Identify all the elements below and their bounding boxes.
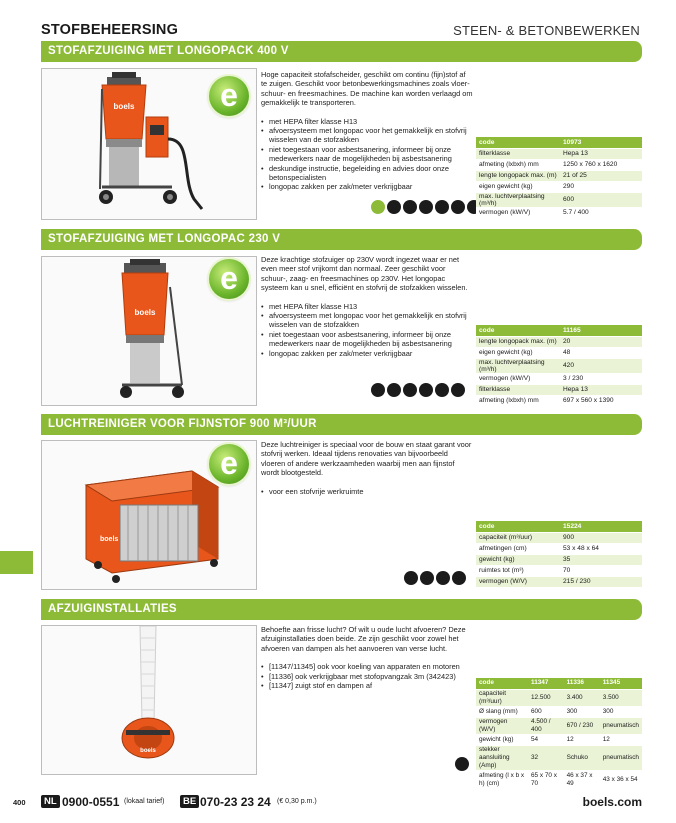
eco-badge-2: e (209, 259, 249, 299)
table-row: Ø slang (mm) 600 300 300 (476, 706, 642, 717)
table-row: code 15224 (476, 521, 642, 532)
feature-list-3 (261, 487, 473, 496)
table-row: eigen gewicht (kg) 48 (476, 347, 642, 358)
machine-brand-1: boels (113, 102, 135, 111)
safety-icon (371, 383, 385, 397)
feature-item: • [11347] zuigt stof en dampen af (261, 681, 473, 690)
table-row: max. luchtverplaatsing (m³/h) 420 (476, 358, 642, 373)
feature-item: • [11336] ook verkrijgbaar met stofopvangzak 3m (342423) (261, 672, 473, 681)
page-footer (0, 790, 676, 814)
feature-item: • longopac zakken per zak/meter verkrijgbaar (261, 182, 473, 191)
ear-protection-icon (419, 383, 433, 397)
machine-brand-4: boels (140, 748, 156, 754)
table-row: lengte longopack max. (m) 20 (476, 336, 642, 347)
nl-phone[interactable]: 0900-0551 (62, 795, 120, 809)
section-bar-1 (41, 41, 642, 62)
table-row: stekker aansluiting (Amp) 32 Schuko pneumatisch (476, 745, 642, 770)
be-phone[interactable]: 070-23 23 24 (200, 795, 271, 809)
usage-icons-1 (371, 200, 481, 214)
goggles-icon (435, 383, 449, 397)
eco-badge-1: e (209, 76, 249, 116)
gloves-icon (403, 200, 417, 214)
gloves-icon (420, 571, 434, 585)
table-row: vermogen (kW/V) 5.7 / 400 (476, 207, 642, 218)
machine-brand-2: boels (134, 308, 156, 317)
page-category: STOFBEHEERSING (41, 22, 179, 38)
safety-icon (404, 571, 418, 585)
page-section: STEEN- & BETONBEWERKEN (453, 23, 640, 38)
table-row: afmeting (lxbxh) mm 1250 x 760 x 1620 (476, 159, 642, 170)
table-row: vermogen (W/V) 4.500 / 400 670 / 230 pneumatisch (476, 717, 642, 734)
description-text-1: Hoge capaciteit stofafscheider, geschikt om continu (fijn)stof af te zuigen. Geschikt voor betonbewerkingsmachines zoals vloer-schuur- en freesmachines. De machine kan worden verlaagd om gemakkelijk te transporteren. (261, 70, 473, 108)
spec-table-3 (476, 521, 642, 588)
section-bar-3 (41, 414, 642, 435)
feature-item: • voor een stofvrije werkruimte (261, 487, 473, 496)
extraction-fan-image (42, 626, 257, 775)
gloves-icon (387, 383, 401, 397)
section-title-2: STOFAFZUIGING MET LONGOPAC 230 V (48, 233, 281, 245)
table-row: ruimtes tot (m³) 70 (476, 565, 642, 576)
be-flag: BE (180, 795, 199, 808)
website-link[interactable]: boels.com (582, 795, 642, 809)
usage-icons-4 (455, 757, 469, 771)
table-row: vermogen (kW/V) 3 / 230 (476, 373, 642, 384)
usage-icons-2 (371, 383, 465, 397)
table-row: gewicht (kg) 54 12 12 (476, 734, 642, 745)
table-row: gewicht (kg) 35 (476, 554, 642, 565)
table-row: afmeting (l x b x h) (cm) 65 x 70 x 70 46 x 37 x 49 43 x 36 x 54 (476, 770, 642, 790)
machine-brand-3: boels (100, 536, 119, 543)
eco-badge-3: e (209, 444, 249, 484)
feature-item: • niet toegestaan voor asbestsanering, informeer bij onze medewerkers naar de mogelijkheden bij asbestsanering (261, 145, 473, 164)
table-row: max. luchtverplaatsing (m³/h) 600 (476, 192, 642, 207)
feature-item: • afvoersysteem met longopac voor het gemakkelijk en stofvrij wisselen van de stofzakken (261, 126, 473, 145)
feature-list-2 (261, 302, 473, 358)
section-title-1: STOFAFZUIGING MET LONGOPACK 400 V (48, 45, 289, 57)
feature-item: • niet toegestaan voor asbestsanering, informeer bij onze medewerkers naar de mogelijkheden bij asbestsanering (261, 330, 473, 349)
table-row: code 11347 11336 11345 (476, 678, 642, 689)
product-description-1 (261, 70, 473, 192)
table-row: capaciteit (m³/uur) 12.500 3.400 3.500 (476, 689, 642, 706)
page-header (41, 20, 642, 40)
side-tab (0, 551, 33, 574)
safety-icon (455, 757, 469, 771)
section-bar-4 (41, 599, 642, 620)
spec-table-1 (476, 137, 642, 219)
spec-table-2 (476, 325, 642, 407)
ear-protection-icon (435, 200, 449, 214)
feature-item: • longopac zakken per zak/meter verkrijgbaar (261, 349, 473, 358)
table-row: eigen gewicht (kg) 290 (476, 181, 642, 192)
table-row: filterklasse Hepa 13 (476, 148, 642, 159)
product-description-3 (261, 440, 473, 496)
feature-list-1 (261, 117, 473, 192)
eco-icon (371, 200, 385, 214)
power-icon (436, 571, 450, 585)
power-icon (403, 383, 417, 397)
power-icon (419, 200, 433, 214)
ear-protection-icon (452, 571, 466, 585)
mask-icon (451, 383, 465, 397)
description-text-4: Behoefte aan frisse lucht? Of wilt u oude lucht afvoeren? Deze afzuiginstallaties doen beide. Ze zijn geschikt voor zowel het afvoeren van dampen als het aanvoeren van verse lucht. (261, 625, 466, 653)
table-row: vermogen (W/V) 215 / 230 (476, 576, 642, 587)
goggles-icon (451, 200, 465, 214)
nl-flag: NL (41, 795, 60, 808)
safety-icon (387, 200, 401, 214)
section-bar-2 (41, 229, 642, 250)
product-description-2 (261, 255, 473, 358)
section-title-4: AFZUIGINSTALLATIES (48, 603, 177, 615)
table-row: code 11165 (476, 325, 642, 336)
be-note: (€ 0,30 p.m.) (277, 798, 317, 805)
product-description-4 (261, 625, 473, 690)
page-number: 400 (13, 798, 26, 807)
table-row: lengte longopack max. (m) 21 of 25 (476, 170, 642, 181)
spec-table-4 (476, 678, 642, 791)
feature-item: • met HEPA filter klasse H13 (261, 117, 473, 126)
feature-list-4 (261, 662, 473, 690)
table-row: code 10973 (476, 137, 642, 148)
section-title-3: LUCHTREINIGER VOOR FIJNSTOF 900 M³/UUR (48, 418, 317, 430)
table-row: afmetingen (cm) 53 x 48 x 64 (476, 543, 642, 554)
table-row: filterklasse Hepa 13 (476, 384, 642, 395)
feature-item: • met HEPA filter klasse H13 (261, 302, 473, 311)
product-photo-4 (41, 625, 257, 775)
description-text-2: Deze krachtige stofzuiger op 230V wordt ingezet waar er net even meer stof vrijkomt dan normaal. Zeer geschikt voor schuur-, zaag- en freesmachines op 230V. Het longopac systeem kan u snel, efficiënt en stofvrij de stofzakken wisselen. (261, 255, 468, 293)
description-text-3: Deze luchtreiniger is speciaal voor de bouw en staat garant voor stofvrij werken. Ideaal tijdens renovaties van bijvoorbeeld vloeren of andere werkzaamheden waarbij men aan fijnstof wordt blootgesteld. (261, 440, 472, 478)
feature-item: • afvoersysteem met longopac voor het gemakkelijk en stofvrij wisselen van de stofzakken (261, 311, 473, 330)
table-row: capaciteit (m³/uur) 900 (476, 532, 642, 543)
feature-item: • deskundige instructie, begeleiding en advies door onze betonspecialisten (261, 164, 473, 183)
feature-item: • [11347/11345] ook voor koeling van apparaten en motoren (261, 662, 473, 671)
nl-note: (lokaal tarief) (124, 798, 165, 805)
table-row: afmeting (lxbxh) mm 697 x 560 x 1390 (476, 395, 642, 406)
usage-icons-3 (404, 571, 466, 585)
